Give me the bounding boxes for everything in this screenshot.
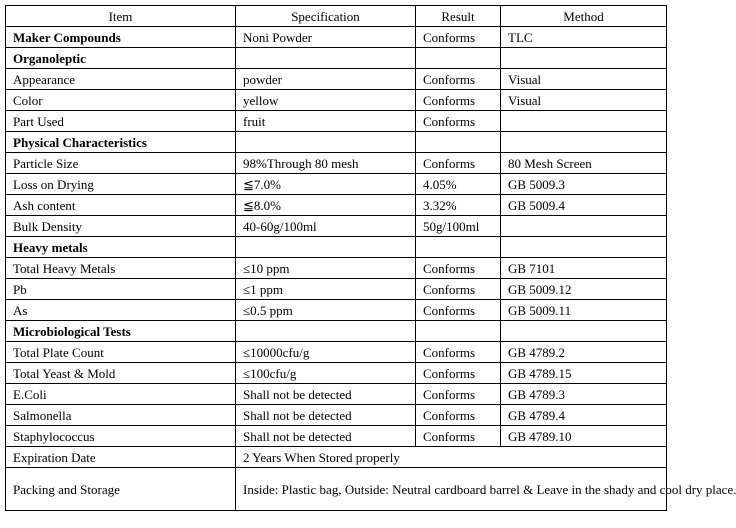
table-row	[6, 69, 667, 90]
result-cell: Conforms	[416, 426, 501, 447]
result-cell: 3.32%	[416, 195, 501, 216]
empty-cell	[416, 48, 501, 69]
item-cell: Total Yeast & Mold	[6, 363, 236, 384]
header-specification: Specification	[236, 6, 416, 27]
method-cell: GB 4789.3	[501, 384, 667, 405]
result-cell: Conforms	[416, 90, 501, 111]
method-cell: 80 Mesh Screen	[501, 153, 667, 174]
spec-sheet	[5, 5, 736, 511]
spec-cell: yellow	[236, 90, 416, 111]
header-method: Method	[501, 6, 667, 27]
item-cell: Maker Compounds	[6, 27, 236, 48]
packing-value: Inside: Plastic bag, Outside: Neutral cardboard barrel & Leave in the shady and cool dry place.	[236, 468, 667, 511]
empty-cell	[236, 237, 416, 258]
table-row	[6, 216, 667, 237]
method-cell: Visual	[501, 90, 667, 111]
empty-cell	[236, 321, 416, 342]
method-cell: GB 4789.10	[501, 426, 667, 447]
spec-cell: Shall not be detected	[236, 384, 416, 405]
section-title: Physical Characteristics	[6, 132, 236, 153]
result-cell: Conforms	[416, 153, 501, 174]
method-cell: TLC	[501, 27, 667, 48]
method-cell: GB 5009.3	[501, 174, 667, 195]
result-cell: Conforms	[416, 279, 501, 300]
result-cell: 4.05%	[416, 174, 501, 195]
packing-row	[6, 468, 667, 511]
table-row	[6, 174, 667, 195]
item-cell: Total Plate Count	[6, 342, 236, 363]
result-cell: Conforms	[416, 405, 501, 426]
spec-cell: Shall not be detected	[236, 426, 416, 447]
table-row	[6, 342, 667, 363]
result-cell: Conforms	[416, 111, 501, 132]
empty-cell	[416, 237, 501, 258]
result-cell: Conforms	[416, 27, 501, 48]
result-cell: Conforms	[416, 258, 501, 279]
item-cell: Appearance	[6, 69, 236, 90]
spec-cell: ≤10000cfu/g	[236, 342, 416, 363]
method-cell	[501, 216, 667, 237]
empty-cell	[236, 132, 416, 153]
specification-table	[5, 5, 736, 511]
table-row	[6, 279, 667, 300]
table-row	[6, 300, 667, 321]
item-cell: Bulk Density	[6, 216, 236, 237]
table-row	[6, 405, 667, 426]
result-cell: Conforms	[416, 384, 501, 405]
empty-cell	[501, 321, 667, 342]
spec-cell: Noni Powder	[236, 27, 416, 48]
spec-cell: 98%Through 80 mesh	[236, 153, 416, 174]
result-cell: 50g/100ml	[416, 216, 501, 237]
section-row	[6, 48, 667, 69]
method-cell: GB 7101	[501, 258, 667, 279]
spec-cell: Shall not be detected	[236, 405, 416, 426]
result-cell: Conforms	[416, 363, 501, 384]
table-row	[6, 111, 667, 132]
item-cell: Loss on Drying	[6, 174, 236, 195]
section-title: Heavy metals	[6, 237, 236, 258]
spec-cell: ≤0.5 ppm	[236, 300, 416, 321]
method-cell: GB 5009.12	[501, 279, 667, 300]
table-body	[6, 27, 736, 511]
empty-cell	[416, 321, 501, 342]
result-cell: Conforms	[416, 69, 501, 90]
method-cell: GB 4789.2	[501, 342, 667, 363]
spec-cell: fruit	[236, 111, 416, 132]
table-row	[6, 426, 667, 447]
empty-cell	[416, 132, 501, 153]
packing-label: Packing and Storage	[6, 468, 236, 511]
spec-cell: ≤1 ppm	[236, 279, 416, 300]
section-row	[6, 321, 667, 342]
method-cell: Visual	[501, 69, 667, 90]
item-cell: As	[6, 300, 236, 321]
spec-cell: powder	[236, 69, 416, 90]
spec-cell: 40-60g/100ml	[236, 216, 416, 237]
spec-cell: ≤100cfu/g	[236, 363, 416, 384]
method-cell: GB 4789.15	[501, 363, 667, 384]
method-cell: GB 4789.4	[501, 405, 667, 426]
section-row	[6, 237, 667, 258]
table-row	[6, 384, 667, 405]
item-cell: Salmonella	[6, 405, 236, 426]
header-item: Item	[6, 6, 236, 27]
section-title: Microbiological Tests	[6, 321, 236, 342]
table-row	[6, 90, 667, 111]
item-cell: Staphylococcus	[6, 426, 236, 447]
header-result: Result	[416, 6, 501, 27]
item-cell: Total Heavy Metals	[6, 258, 236, 279]
spec-cell: ≦7.0%	[236, 174, 416, 195]
item-cell: Ash content	[6, 195, 236, 216]
result-cell: Conforms	[416, 300, 501, 321]
empty-cell	[236, 48, 416, 69]
spec-cell: ≤10 ppm	[236, 258, 416, 279]
item-cell: Pb	[6, 279, 236, 300]
method-cell	[501, 111, 667, 132]
item-cell: Particle Size	[6, 153, 236, 174]
section-title: Organoleptic	[6, 48, 236, 69]
table-row	[6, 258, 667, 279]
result-cell: Conforms	[416, 342, 501, 363]
expiration-label: Expiration Date	[6, 447, 236, 468]
empty-cell	[501, 237, 667, 258]
spec-cell: ≦8.0%	[236, 195, 416, 216]
item-cell: Color	[6, 90, 236, 111]
table-header-row	[6, 6, 667, 27]
empty-cell	[501, 48, 667, 69]
table-row	[6, 363, 667, 384]
section-row	[6, 132, 667, 153]
expiration-row	[6, 447, 667, 468]
item-cell: Part Used	[6, 111, 236, 132]
table-row	[6, 153, 667, 174]
method-cell: GB 5009.4	[501, 195, 667, 216]
method-cell: GB 5009.11	[501, 300, 667, 321]
table-row	[6, 195, 667, 216]
empty-cell	[501, 132, 667, 153]
expiration-value: 2 Years When Stored properly	[236, 447, 667, 468]
item-cell: E.Coli	[6, 384, 236, 405]
table-row	[6, 27, 667, 48]
